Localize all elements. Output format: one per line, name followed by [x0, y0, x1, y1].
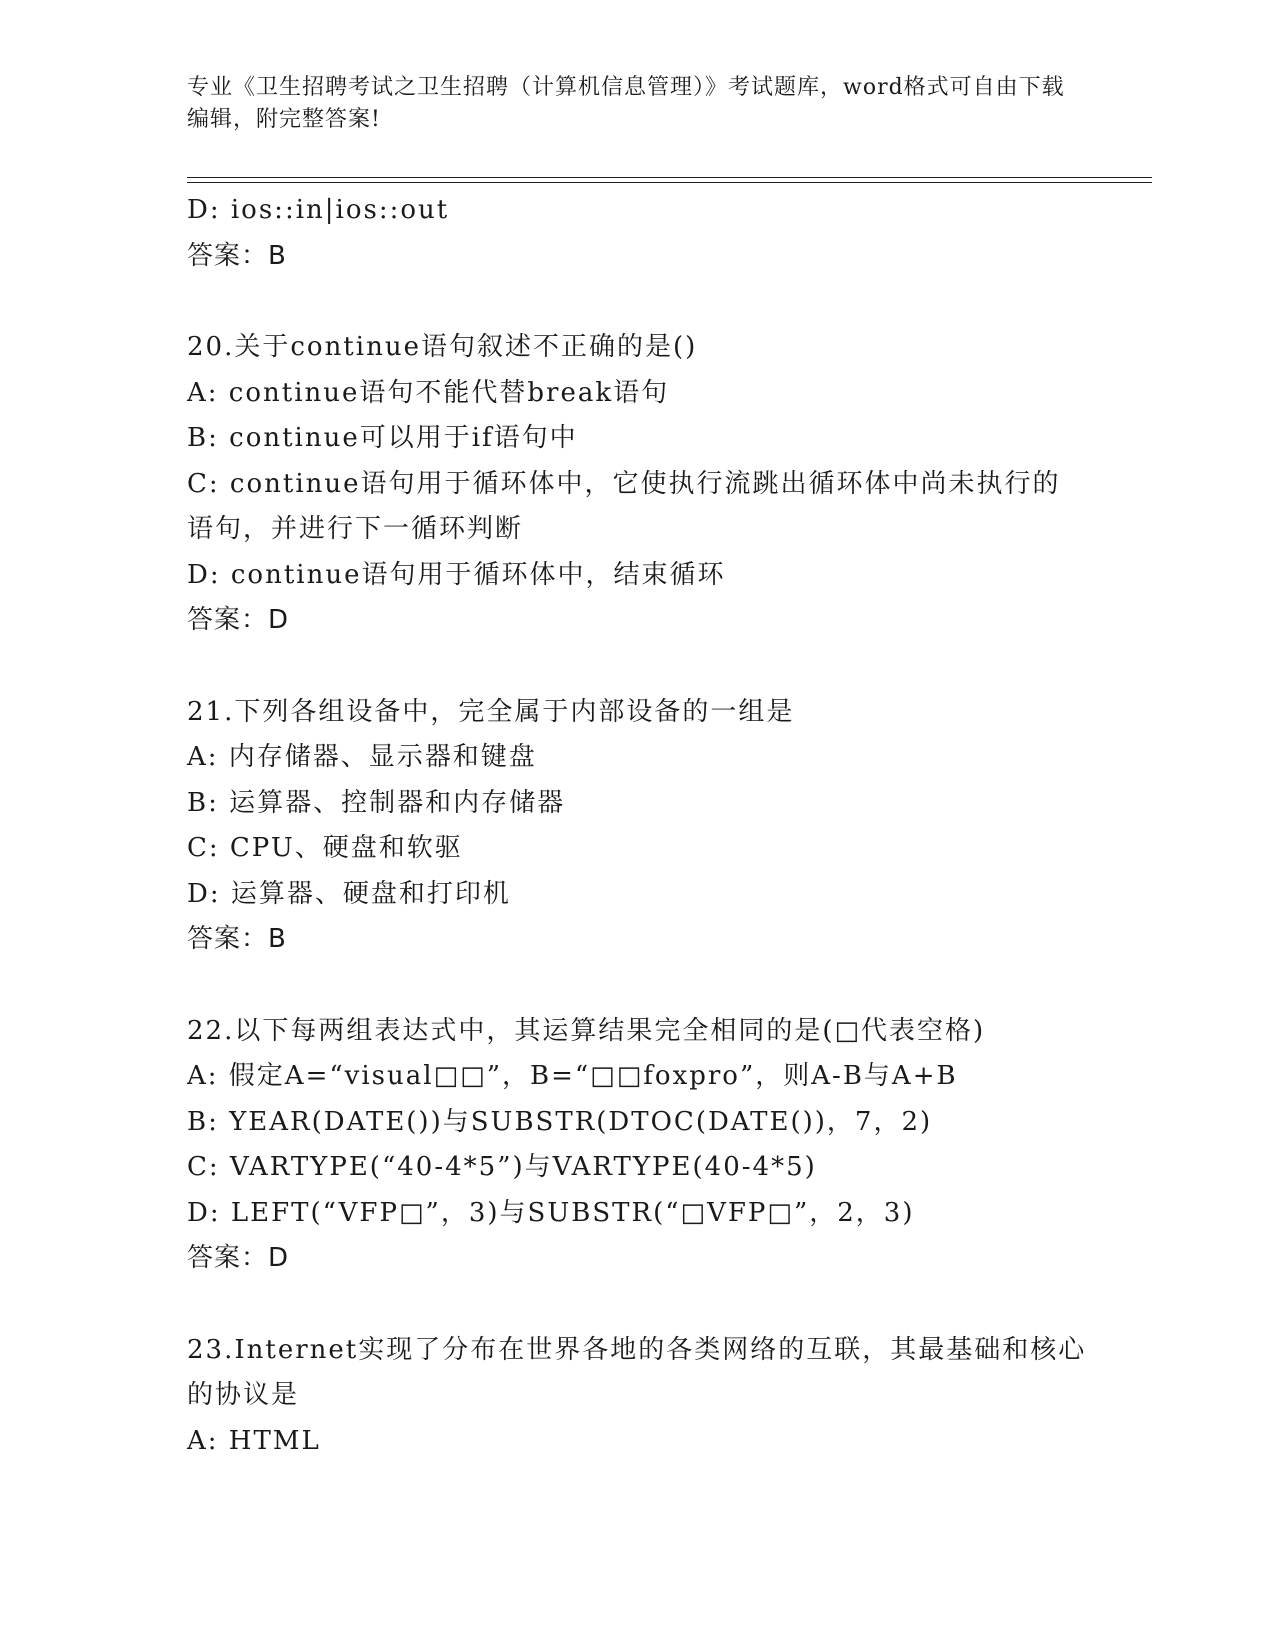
option-c: C: VARTYPE(“40-4*5”)与VARTYPE(40-4*5) [187, 1152, 817, 1182]
option-a: A: continue语句不能代替break语句 [187, 377, 670, 408]
question-23 [187, 1328, 1087, 1465]
question-list [187, 188, 1087, 1464]
answer: 答案：D [187, 1243, 290, 1273]
question-stem: 21.下列各组设备中，完全属于内部设备的一组是 [187, 696, 795, 727]
prev-option-d: D: ios::in|ios::out [187, 195, 450, 225]
option-d: D: 运算器、硬盘和打印机 [187, 878, 511, 909]
question-stem: 22.以下每两组表达式中，其运算结果完全相同的是(□代表空格) [187, 1015, 986, 1046]
header-rule-bottom [187, 182, 1152, 183]
option-b: B: YEAR(DATE())与SUBSTR(DTOC(DATE())，7，2) [187, 1106, 933, 1137]
option-b: B: continue可以用于if语句中 [187, 423, 578, 453]
option-c: C: continue语句用于循环体中，它使执行流跳出循环体中尚未执行的语句，并进行下一循环判断 [187, 468, 1061, 544]
option-a: A: 内存储器、显示器和键盘 [187, 742, 537, 772]
question-20 [187, 325, 1087, 644]
prev-answer: 答案：B [187, 240, 287, 271]
question-stem: 20.关于continue语句叙述不正确的是() [187, 332, 698, 362]
question-21 [187, 690, 1087, 963]
option-d: D: LEFT(“VFP□”，3)与SUBSTR(“□VFP□”，2，3) [187, 1197, 915, 1228]
answer: 答案：B [187, 924, 287, 954]
document-header: 专业《卫生招聘考试之卫生招聘（计算机信息管理）》考试题库，word格式可自由下载编辑，附完整答案! [187, 75, 1065, 132]
option-a: A: HTML [187, 1425, 321, 1456]
answer: 答案：D [187, 605, 290, 635]
option-d: D: continue语句用于循环体中，结束循环 [187, 559, 726, 590]
header-rule-top [187, 177, 1152, 178]
question-stem: 23.Internet实现了分布在世界各地的各类网络的互联，其最基础和核心的协议是 [187, 1334, 1087, 1410]
option-c: C: CPU、硬盘和软驱 [187, 833, 463, 863]
question-22 [187, 1009, 1087, 1282]
option-b: B: 运算器、控制器和内存储器 [187, 787, 566, 818]
option-a: A: 假定A=“visual□□”，B=“□□foxpro”，则A-B与A+B [187, 1061, 958, 1091]
